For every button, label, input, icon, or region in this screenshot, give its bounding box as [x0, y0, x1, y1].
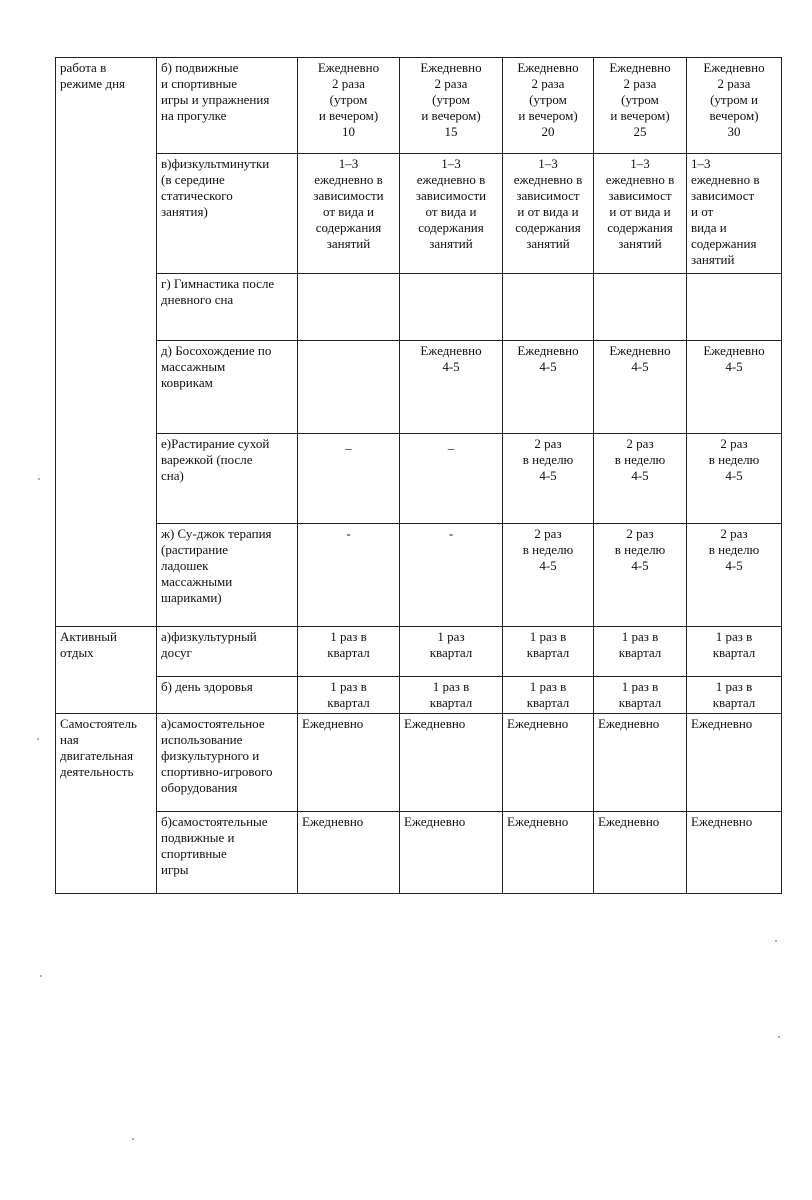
activity-cell: б) день здоровья — [157, 677, 298, 714]
category-cell-active-rest: Активный отдых — [56, 627, 157, 714]
value-cell: - — [298, 524, 400, 627]
value-cell: 1 раз квартал — [400, 627, 503, 677]
table-row — [56, 154, 782, 274]
value-cell: _ — [298, 434, 400, 524]
value-cell: 1–3 ежедневно в зависимост и от вида и содержания занятий — [594, 154, 687, 274]
value-cell: 1 раз в квартал — [400, 677, 503, 714]
value-cell: Ежедневно 4-5 — [594, 341, 687, 434]
value-cell — [594, 274, 687, 341]
value-cell: Ежедневно 2 раза (утром и вечером) 10 — [298, 58, 400, 154]
table-row — [56, 274, 782, 341]
value-cell — [503, 274, 594, 341]
value-cell: Ежедневно 2 раза (утром и вечером) 20 — [503, 58, 594, 154]
scan-speck — [38, 478, 40, 480]
table-row — [56, 812, 782, 894]
table-row — [56, 434, 782, 524]
value-cell: Ежедневно — [687, 714, 782, 812]
value-cell: 1 раз в квартал — [687, 677, 782, 714]
value-cell: Ежедневно — [594, 714, 687, 812]
value-cell: 2 раз в неделю 4-5 — [687, 524, 782, 627]
value-cell: Ежедневно — [594, 812, 687, 894]
category-cell-daily-routine: работа в режиме дня — [56, 58, 157, 627]
value-cell: Ежедневно 4-5 — [503, 341, 594, 434]
scan-speck — [778, 1036, 780, 1038]
value-cell: Ежедневно — [298, 714, 400, 812]
value-cell: 1–3 ежедневно в зависимост и от вида и содержания занятий — [687, 154, 782, 274]
activity-cell: е)Растирание сухой варежкой (после сна) — [157, 434, 298, 524]
value-cell: Ежедневно 2 раза (утром и вечером) 15 — [400, 58, 503, 154]
activity-cell: б)самостоятельные подвижные и спортивные игры — [157, 812, 298, 894]
value-cell: 2 раз в неделю 4-5 — [594, 434, 687, 524]
activity-cell: ж) Су-джок терапия (растирание ладошек массажными шариками) — [157, 524, 298, 627]
value-cell: 1 раз в квартал — [298, 627, 400, 677]
value-cell — [687, 274, 782, 341]
value-cell: 1 раз в квартал — [594, 627, 687, 677]
value-cell: 1–3 ежедневно в зависимости от вида и содержания занятий — [298, 154, 400, 274]
activity-cell: в)физкультминутки (в середине статического занятия) — [157, 154, 298, 274]
value-cell: _ — [400, 434, 503, 524]
activity-cell: б) подвижные и спортивные игры и упражнения на прогулке — [157, 58, 298, 154]
value-cell: 1–3 ежедневно в зависимости от вида и содержания занятий — [400, 154, 503, 274]
activity-cell: а)физкультурный досуг — [157, 627, 298, 677]
value-cell: Ежедневно 2 раза (утром и вечером) 25 — [594, 58, 687, 154]
table-row — [56, 627, 782, 677]
value-cell: Ежедневно 4-5 — [687, 341, 782, 434]
value-cell: Ежедневно 2 раза (утром и вечером) 30 — [687, 58, 782, 154]
value-cell: Ежедневно — [503, 812, 594, 894]
scan-speck — [132, 1138, 134, 1140]
value-cell: 1 раз в квартал — [503, 627, 594, 677]
scan-speck — [40, 975, 42, 977]
physical-activity-schedule-table — [55, 57, 782, 894]
value-cell: 1 раз в квартал — [594, 677, 687, 714]
table-row — [56, 677, 782, 714]
scan-speck — [37, 738, 39, 740]
value-cell: 1 раз в квартал — [298, 677, 400, 714]
value-cell: 2 раз в неделю 4-5 — [503, 524, 594, 627]
value-cell: 2 раз в неделю 4-5 — [503, 434, 594, 524]
scan-speck — [775, 940, 777, 942]
value-cell — [298, 274, 400, 341]
value-cell: Ежедневно — [503, 714, 594, 812]
value-cell: Ежедневно — [687, 812, 782, 894]
value-cell: 2 раз в неделю 4-5 — [687, 434, 782, 524]
value-cell: Ежедневно — [298, 812, 400, 894]
value-cell — [400, 274, 503, 341]
table-row — [56, 58, 782, 154]
category-cell-independent-activity: Самостоятель ная двигательная деятельность — [56, 714, 157, 894]
value-cell: Ежедневно 4-5 — [400, 341, 503, 434]
activity-cell: д) Босохождение по массажным коврикам — [157, 341, 298, 434]
value-cell: 2 раз в неделю 4-5 — [594, 524, 687, 627]
value-cell: 1–3 ежедневно в зависимост и от вида и содержания занятий — [503, 154, 594, 274]
value-cell: 1 раз в квартал — [687, 627, 782, 677]
table-row — [56, 714, 782, 812]
value-cell: Ежедневно — [400, 812, 503, 894]
value-cell — [298, 341, 400, 434]
activity-cell: г) Гимнастика после дневного сна — [157, 274, 298, 341]
table-row — [56, 524, 782, 627]
value-cell: - — [400, 524, 503, 627]
value-cell: 1 раз в квартал — [503, 677, 594, 714]
activity-cell: а)самостоятельное использование физкультурного и спортивно-игрового оборудования — [157, 714, 298, 812]
table-row — [56, 341, 782, 434]
value-cell: Ежедневно — [400, 714, 503, 812]
